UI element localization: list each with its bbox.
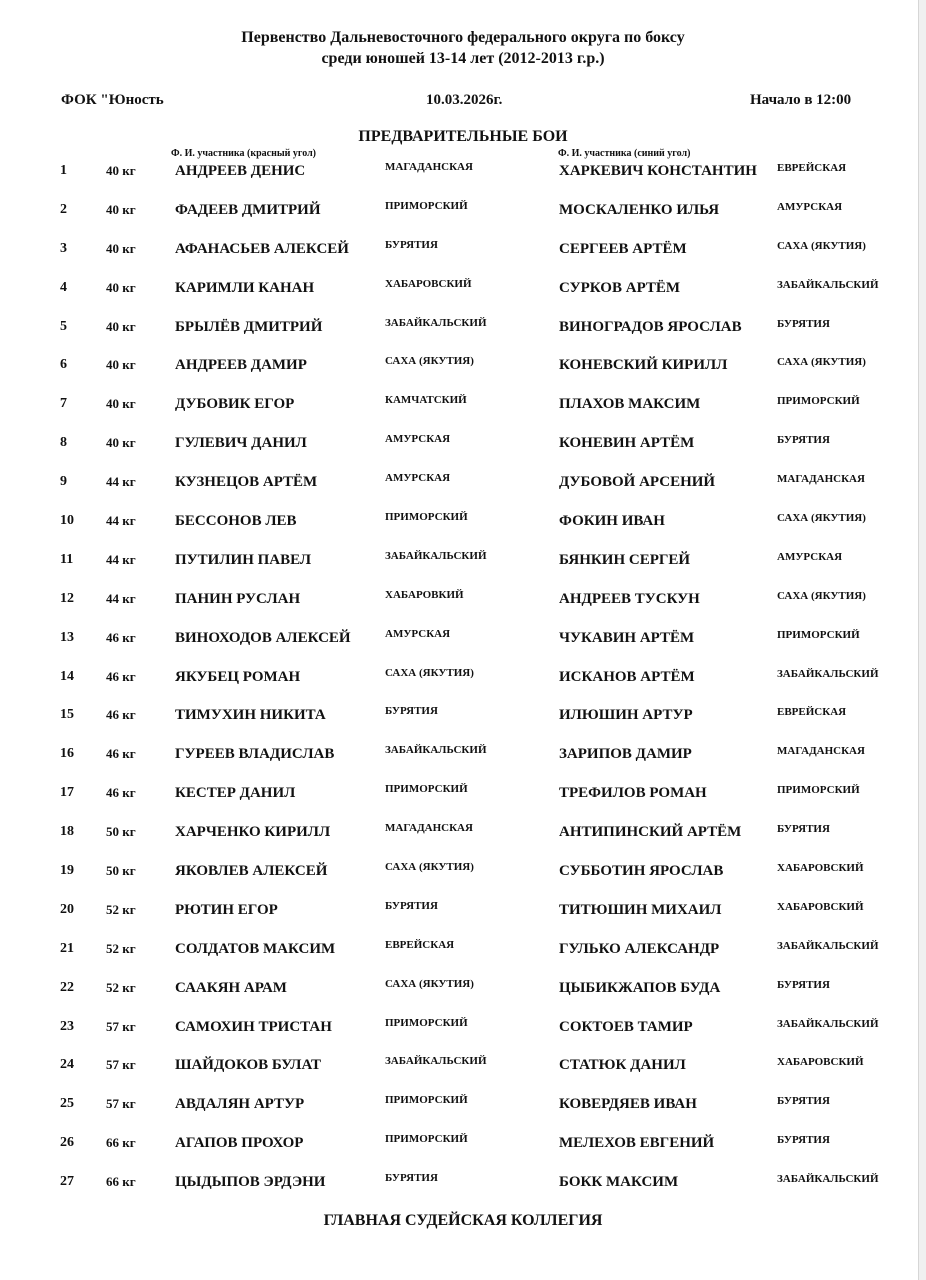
red-corner-region: САХА (ЯКУТИЯ) [385, 977, 474, 990]
table-row [0, 706, 926, 745]
blue-corner-region: АМУРСКАЯ [777, 550, 843, 563]
blue-corner-region: ЗАБАЙКАЛЬСКИЙ [777, 1017, 879, 1030]
bout-number: 22 [60, 979, 74, 995]
red-corner-name: ЦЫДЫПОВ ЭРДЭНИ [175, 1174, 326, 1191]
red-corner-region: ПРИМОРСКИЙ [385, 1094, 468, 1107]
blue-corner-region: САХА (ЯКУТИЯ) [777, 356, 866, 369]
blue-corner-region: ХАБАРОВСКИЙ [777, 862, 864, 875]
blue-corner-name: АНТИПИНСКИЙ АРТЁМ [559, 824, 742, 841]
blue-corner-name: ЦЫБИКЖАПОВ БУДА [559, 979, 721, 996]
blue-corner-name: СТАТЮК ДАНИЛ [559, 1057, 686, 1074]
start-time: Начало в 12:00 [750, 92, 852, 108]
red-corner-name: КУЗНЕЦОВ АРТЁМ [175, 474, 318, 491]
blue-corner-name: СУББОТИН ЯРОСЛАВ [559, 863, 724, 880]
bout-number: 20 [60, 901, 74, 917]
red-corner-name: ЯКОВЛЕВ АЛЕКСЕЙ [175, 863, 328, 880]
bout-number: 5 [60, 318, 67, 334]
blue-corner-name: ФОКИН ИВАН [559, 513, 665, 530]
section-title: ПРЕДВАРИТЕЛЬНЫЕ БОИ [358, 128, 568, 145]
page-edge [918, 0, 926, 1280]
weight-class: 46 кг [106, 785, 136, 801]
table-row [0, 901, 926, 940]
bout-number: 14 [60, 668, 74, 684]
table-row [0, 1095, 926, 1134]
document-title-line-2: среди юношей 13-14 лет (2012-2013 г.р.) [321, 50, 605, 67]
table-row [0, 279, 926, 318]
blue-corner-region: ЕВРЕЙСКАЯ [777, 706, 847, 719]
weight-class: 50 кг [106, 824, 136, 840]
table-row [0, 1056, 926, 1095]
weight-class: 46 кг [106, 707, 136, 723]
blue-corner-name: БОКК МАКСИМ [559, 1174, 679, 1191]
red-corner-region: БУРЯТИЯ [385, 1172, 438, 1185]
bout-number: 17 [60, 785, 74, 801]
red-corner-region: ПРИМОРСКИЙ [385, 783, 468, 796]
blue-corner-region: БУРЯТИЯ [777, 1134, 830, 1147]
red-corner-name: АВДАЛЯН АРТУР [175, 1096, 305, 1113]
blue-corner-region: ЕВРЕЙСКАЯ [777, 162, 847, 174]
red-corner-region: ЕВРЕЙСКАЯ [385, 938, 455, 951]
table-row [0, 473, 926, 512]
red-corner-region: АМУРСКАЯ [385, 627, 451, 640]
red-corner-name: САМОХИН ТРИСТАН [175, 1018, 332, 1035]
red-corner-name: ГУЛЕВИЧ ДАНИЛ [175, 435, 307, 452]
table-row [0, 668, 926, 707]
blue-corner-name: ТИТЮШИН МИХАИЛ [559, 901, 722, 918]
bout-number: 26 [60, 1135, 74, 1151]
blue-corner-region: ПРИМОРСКИЙ [777, 784, 860, 797]
bout-number: 7 [60, 396, 67, 412]
table-row [0, 979, 926, 1018]
bout-number: 12 [60, 590, 74, 606]
red-corner-region: КАМЧАТСКИЙ [385, 394, 467, 407]
blue-corner-name: ТРЕФИЛОВ РОМАН [559, 785, 707, 802]
red-corner-region: ПРИМОРСКИЙ [385, 199, 468, 212]
red-corner-name: СААКЯН АРАМ [175, 979, 287, 996]
table-row [0, 551, 926, 590]
red-corner-name: ХАРЧЕНКО КИРИЛЛ [175, 824, 331, 841]
weight-class: 40 кг [106, 279, 136, 295]
table-row [0, 745, 926, 784]
bout-number: 27 [60, 1174, 74, 1190]
red-corner-name: АГАПОВ ПРОХОР [175, 1135, 304, 1152]
document-title-line-1: Первенство Дальневосточного федерального округа по боксу [241, 29, 685, 46]
blue-corner-name: ИЛЮШИН АРТУР [559, 707, 693, 724]
bout-number: 15 [60, 707, 74, 723]
red-corner-name: ВИНОХОДОВ АЛЕКСЕЙ [175, 629, 351, 646]
table-row [0, 590, 926, 629]
bout-number: 13 [60, 629, 74, 645]
blue-corner-name: БЯНКИН СЕРГЕЙ [559, 551, 691, 568]
red-corner-region: БУРЯТИЯ [385, 705, 438, 718]
bout-number: 19 [60, 863, 74, 879]
table-row [0, 162, 926, 201]
red-corner-name: ЯКУБЕЦ РОМАН [175, 668, 301, 685]
red-corner-name: БЕССОНОВ ЛЕВ [175, 513, 297, 530]
red-corner-region: ЗАБАЙКАЛЬСКИЙ [385, 1055, 487, 1068]
blue-corner-region: ХАБАРОВСКИЙ [777, 1056, 864, 1069]
blue-corner-region: ЗАБАЙКАЛЬСКИЙ [777, 667, 879, 680]
red-corner-region: МАГАДАНСКАЯ [385, 822, 473, 835]
blue-corner-name: ВИНОГРАДОВ ЯРОСЛАВ [559, 318, 742, 335]
blue-corner-name: КОВЕРДЯЕВ ИВАН [559, 1096, 697, 1113]
table-row [0, 395, 926, 434]
bout-number: 23 [60, 1018, 74, 1034]
bout-number: 1 [60, 163, 67, 178]
blue-corner-name: МЕЛЕХОВ ЕВГЕНИЙ [559, 1135, 715, 1152]
blue-corner-region: АМУРСКАЯ [777, 200, 843, 213]
blue-corner-region: ХАБАРОВСКИЙ [777, 900, 864, 913]
bout-number: 6 [60, 357, 67, 373]
bout-number: 25 [60, 1096, 74, 1112]
red-corner-region: АМУРСКАЯ [385, 433, 451, 446]
table-row [0, 940, 926, 979]
weight-class: 57 кг [106, 1096, 136, 1112]
weight-class: 57 кг [106, 1018, 136, 1034]
event-date: 10.03.2026г. [426, 92, 503, 108]
table-row [0, 629, 926, 668]
bout-number: 24 [60, 1057, 74, 1073]
blue-corner-region: ЗАБАЙКАЛЬСКИЙ [777, 278, 879, 291]
red-corner-name: АНДРЕЕВ ДАМИР [175, 357, 307, 374]
table-row [0, 434, 926, 473]
red-corner-region: БУРЯТИЯ [385, 899, 438, 912]
red-corner-name: ШАЙДОКОВ БУЛАТ [175, 1057, 322, 1074]
blue-corner-name: ДУБОВОЙ АРСЕНИЙ [559, 474, 716, 491]
weight-class: 40 кг [106, 396, 136, 412]
red-corner-region: ПРИМОРСКИЙ [385, 511, 468, 524]
blue-corner-region: САХА (ЯКУТИЯ) [777, 512, 866, 525]
blue-corner-region: БУРЯТИЯ [777, 317, 830, 330]
blue-corner-region: ЗАБАЙКАЛЬСКИЙ [777, 1173, 879, 1186]
table-row [0, 201, 926, 240]
blue-corner-name: КОНЕВСКИЙ КИРИЛЛ [559, 357, 728, 374]
bout-number: 4 [60, 279, 67, 295]
blue-corner-region: ПРИМОРСКИЙ [777, 395, 860, 408]
red-corner-region: САХА (ЯКУТИЯ) [385, 355, 474, 368]
bout-number: 2 [60, 201, 67, 217]
red-corner-region: ЗАБАЙКАЛЬСКИЙ [385, 316, 487, 329]
weight-class: 40 кг [106, 201, 136, 217]
weight-class: 46 кг [106, 746, 136, 762]
blue-corner-region: БУРЯТИЯ [777, 1095, 830, 1108]
bout-number: 18 [60, 824, 74, 840]
bout-number: 3 [60, 240, 67, 256]
table-row [0, 1134, 926, 1173]
red-corner-region: ЗАБАЙКАЛЬСКИЙ [385, 549, 487, 562]
blue-corner-name: СОКТОЕВ ТАМИР [559, 1018, 693, 1035]
blue-corner-name: ГУЛЬКО АЛЕКСАНДР [559, 940, 720, 957]
blue-corner-name: СЕРГЕЕВ АРТЁМ [559, 240, 687, 257]
weight-class: 40 кг [106, 163, 136, 178]
weight-class: 46 кг [106, 629, 136, 645]
red-corner-name: БРЫЛЁВ ДМИТРИЙ [175, 318, 323, 335]
bout-number: 10 [60, 513, 74, 529]
table-row [0, 784, 926, 823]
red-corner-region: ХАБАРОВКИЙ [385, 588, 464, 601]
weight-class: 66 кг [106, 1135, 136, 1151]
blue-corner-region: ЗАБАЙКАЛЬСКИЙ [777, 939, 879, 952]
blue-corner-region: САХА (ЯКУТИЯ) [777, 239, 866, 252]
red-corner-name: ГУРЕЕВ ВЛАДИСЛАВ [175, 746, 335, 763]
blue-corner-region: МАГАДАНСКАЯ [777, 745, 865, 758]
red-corner-region: ЗАБАЙКАЛЬСКИЙ [385, 744, 487, 757]
red-corner-name: КЕСТЕР ДАНИЛ [175, 785, 296, 802]
red-corner-region: ХАБАРОВСКИЙ [385, 277, 472, 290]
red-corner-name: РЮТИН ЕГОР [175, 901, 278, 918]
blue-corner-name: ПЛАХОВ МАКСИМ [559, 396, 701, 413]
bout-number: 8 [60, 435, 67, 451]
table-row [0, 1173, 926, 1212]
weight-class: 40 кг [106, 240, 136, 256]
red-corner-name: КАРИМЛИ КАНАН [175, 279, 315, 296]
bouts-table [0, 162, 926, 1212]
red-corner-region: ПРИМОРСКИЙ [385, 1133, 468, 1146]
blue-corner-name: МОСКАЛЕНКО ИЛЬЯ [559, 201, 720, 218]
weight-class: 44 кг [106, 590, 136, 606]
blue-corner-name: АНДРЕЕВ ТУСКУН [559, 590, 700, 607]
red-corner-name: ПАНИН РУСЛАН [175, 590, 301, 607]
blue-corner-name: СУРКОВ АРТЁМ [559, 279, 681, 296]
weight-class: 52 кг [106, 901, 136, 917]
red-corner-name: АНДРЕЕВ ДЕНИС [175, 163, 306, 179]
blue-corner-name: ЧУКАВИН АРТЁМ [559, 629, 695, 646]
weight-class: 52 кг [106, 940, 136, 956]
bout-number: 11 [60, 551, 74, 567]
red-corner-region: БУРЯТИЯ [385, 238, 438, 251]
blue-corner-name: ХАРКЕВИЧ КОНСТАНТИН [559, 163, 757, 179]
red-corner-name: ПУТИЛИН ПАВЕЛ [175, 551, 312, 568]
red-corner-name: ФАДЕЕВ ДМИТРИЙ [175, 201, 321, 218]
red-corner-name: ТИМУХИН НИКИТА [175, 707, 326, 724]
table-row [0, 240, 926, 279]
weight-class: 44 кг [106, 513, 136, 529]
red-corner-name: ДУБОВИК ЕГОР [175, 396, 295, 413]
red-corner-region: САХА (ЯКУТИЯ) [385, 666, 474, 679]
weight-class: 57 кг [106, 1057, 136, 1073]
blue-corner-region: ПРИМОРСКИЙ [777, 628, 860, 641]
bout-number: 9 [60, 474, 67, 490]
weight-class: 46 кг [106, 668, 136, 684]
red-corner-region: МАГАДАНСКАЯ [385, 161, 473, 173]
red-corner-region: САХА (ЯКУТИЯ) [385, 861, 474, 874]
blue-corner-name: КОНЕВИН АРТЁМ [559, 435, 695, 452]
blue-corner-name: ЗАРИПОВ ДАМИР [559, 746, 692, 763]
weight-class: 44 кг [106, 474, 136, 490]
venue: ФОК "Юность [61, 92, 164, 108]
bout-number: 16 [60, 746, 74, 762]
table-row [0, 1018, 926, 1057]
red-corner-region: ПРИМОРСКИЙ [385, 1016, 468, 1029]
table-row [0, 356, 926, 395]
blue-corner-region: САХА (ЯКУТИЯ) [777, 589, 866, 602]
bout-number: 21 [60, 940, 74, 956]
blue-corner-region: БУРЯТИЯ [777, 434, 830, 447]
red-corner-name: СОЛДАТОВ МАКСИМ [175, 940, 336, 957]
red-corner-name: АФАНАСЬЕВ АЛЕКСЕЙ [175, 240, 349, 257]
red-corner-column-header: Ф. И. участника (красный угол) [171, 148, 317, 159]
footer-judges-panel: ГЛАВНАЯ СУДЕЙСКАЯ КОЛЛЕГИЯ [323, 1212, 603, 1229]
blue-corner-region: МАГАДАНСКАЯ [777, 473, 865, 486]
weight-class: 40 кг [106, 435, 136, 451]
blue-corner-region: БУРЯТИЯ [777, 978, 830, 991]
weight-class: 40 кг [106, 357, 136, 373]
weight-class: 66 кг [106, 1174, 136, 1190]
blue-corner-column-header: Ф. И. участника (синий угол) [558, 148, 691, 159]
weight-class: 50 кг [106, 863, 136, 879]
weight-class: 44 кг [106, 551, 136, 567]
table-row [0, 318, 926, 357]
blue-corner-region: БУРЯТИЯ [777, 823, 830, 836]
table-row [0, 512, 926, 551]
blue-corner-name: ИСКАНОВ АРТЁМ [559, 668, 695, 685]
table-row [0, 862, 926, 901]
red-corner-region: АМУРСКАЯ [385, 472, 451, 485]
weight-class: 52 кг [106, 979, 136, 995]
weight-class: 40 кг [106, 318, 136, 334]
table-row [0, 823, 926, 862]
